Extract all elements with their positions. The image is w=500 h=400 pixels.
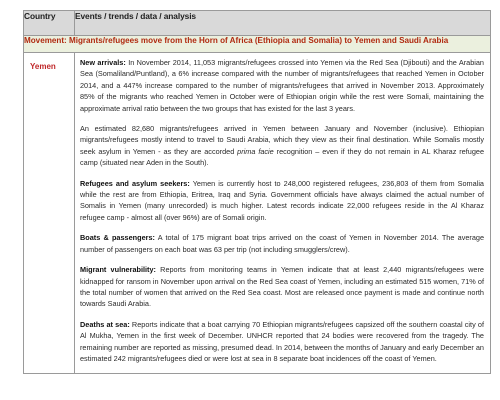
paragraph-vulnerability: Migrant vulnerability: Reports from monitoring teams in Yemen indicate that at least 2,440 migrants/refugees were kidnapped for ransom in November upon arrival on the Red Sea coast of Yemen, including an estimated 515 women, 71% of the total number of women that arrived on the Red Sea coast. Most are released once payment is made and continue north towards Saudi Arabia. bbox=[80, 265, 484, 309]
content-cell bbox=[75, 53, 491, 374]
section-title: Movement: Migrants/refugees move from the Horn of Africa (Ethiopia and Somalia) to Yemen and Saudi Arabia bbox=[24, 36, 491, 53]
table-header-row bbox=[24, 11, 491, 36]
table-row bbox=[24, 53, 491, 374]
paragraph-boats: Boats & passengers: A total of 175 migrant boat trips arrived on the coast of Yemen in November 2014. The average number of passengers on each boat was 63 per trip (not including smugglers/crew). bbox=[80, 233, 484, 254]
country-cell: Yemen bbox=[24, 53, 75, 374]
header-country: Country bbox=[24, 11, 75, 36]
paragraph-new-arrivals: New arrivals: In November 2014, 11,053 migrants/refugees crossed into Yemen via the Red Sea (Djibouti) and the Arabian Sea (Somaliland/Puntland), a 6% increase compared with the number of migrants/refugees that reached Yemen in October 2014, and a 447% increase compared to the number of migrants/refugees that arrived in November 2013. Approximately 85% of the migrants who reached Yemen in October were of Ethiopian origin while the rest were Somali, maintaining the approximate arrival ratio between the two groups that has existed for the last 3 years. bbox=[80, 58, 484, 113]
paragraph-refugees: Refugees and asylum seekers: Yemen is currently host to 248,000 registered refugees, 236,803 of them from Somalia while the rest are from Ethiopia, Eritrea, Iraq and Syria. Government officials have always claimed the actual number of Somalis in Yemen (many unrecorded) is much higher. Latest records indicate 22,000 refugees reside in the Al Kharaz refugee camp - almost all (over 96%) are of Somali origin. bbox=[80, 178, 484, 222]
paragraph-arrivals-estimate: An estimated 82,680 migrants/refugees arrived in Yemen between January and November (inclusive). Ethiopian migrants/refugees mostly intend to travel to Saudi Arabia, which they view as their final destination. While Somalis mostly seek asylum in Yemen - as they are accorded prima facie recognition – even if they do not remain in AL Kharaz refugee camp (situated near Aden in the South). bbox=[80, 124, 485, 168]
section-row bbox=[24, 36, 491, 53]
analysis-table bbox=[23, 10, 491, 374]
paragraph-deaths: Deaths at sea: Reports indicate that a boat carrying 70 Ethiopian migrants/refugees capsized off the southern coastal city of Al Mukha, Yemen in the first week of December. UNHCR reported that 24 bodies were recovered from the tragedy. The remaining number are reported as missing, presumed dead. In 2014, between the months of January and early December an estimated 242 migrants/refugees died or were lost at sea in 8 separate boat incidences off the coast of Yemen. bbox=[80, 319, 484, 363]
header-events: Events / trends / data / analysis bbox=[75, 11, 491, 36]
